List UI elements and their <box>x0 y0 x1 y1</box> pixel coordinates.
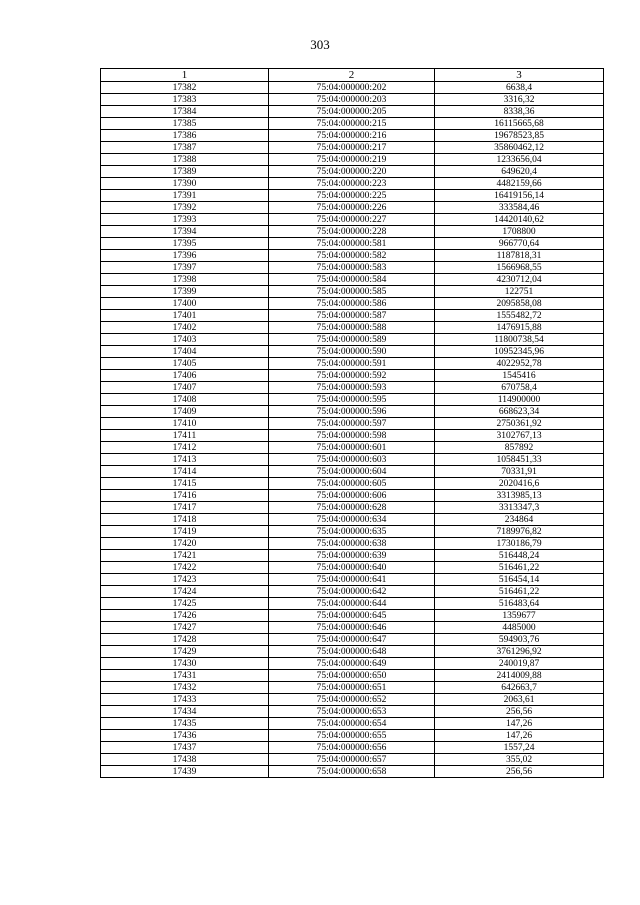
cadastral-number-cell: 75:04:000000:658 <box>269 766 435 778</box>
row-number-cell: 17398 <box>101 274 269 286</box>
table-row <box>101 322 604 334</box>
row-number-cell: 17384 <box>101 106 269 118</box>
row-number-cell: 17429 <box>101 646 269 658</box>
row-number-cell: 17413 <box>101 454 269 466</box>
row-number-cell: 17428 <box>101 634 269 646</box>
cadastral-number-cell: 75:04:000000:655 <box>269 730 435 742</box>
value-cell: 240019,87 <box>435 658 604 670</box>
cadastral-number-cell: 75:04:000000:644 <box>269 598 435 610</box>
row-number-cell: 17392 <box>101 202 269 214</box>
value-cell: 16419156,14 <box>435 190 604 202</box>
row-number-cell: 17410 <box>101 418 269 430</box>
cadastral-number-cell: 75:04:000000:588 <box>269 322 435 334</box>
row-number-cell: 17393 <box>101 214 269 226</box>
column-header-3: 3 <box>435 69 604 82</box>
cadastral-number-cell: 75:04:000000:585 <box>269 286 435 298</box>
value-cell: 516483,64 <box>435 598 604 610</box>
table-row <box>101 310 604 322</box>
table-row <box>101 502 604 514</box>
table-row <box>101 682 604 694</box>
row-number-cell: 17415 <box>101 478 269 490</box>
value-cell: 114900000 <box>435 394 604 406</box>
value-cell: 594903,76 <box>435 634 604 646</box>
table-body <box>101 82 604 778</box>
table-row <box>101 754 604 766</box>
cadastral-number-cell: 75:04:000000:219 <box>269 154 435 166</box>
cadastral-number-cell: 75:04:000000:205 <box>269 106 435 118</box>
row-number-cell: 17426 <box>101 610 269 622</box>
row-number-cell: 17435 <box>101 718 269 730</box>
row-number-cell: 17385 <box>101 118 269 130</box>
row-number-cell: 17397 <box>101 262 269 274</box>
row-number-cell: 17382 <box>101 82 269 94</box>
row-number-cell: 17402 <box>101 322 269 334</box>
table-row <box>101 382 604 394</box>
table-row <box>101 574 604 586</box>
value-cell: 1233656,04 <box>435 154 604 166</box>
value-cell: 256,56 <box>435 706 604 718</box>
table-row <box>101 154 604 166</box>
row-number-cell: 17408 <box>101 394 269 406</box>
cadastral-number-cell: 75:04:000000:645 <box>269 610 435 622</box>
value-cell: 4482159,66 <box>435 178 604 190</box>
row-number-cell: 17431 <box>101 670 269 682</box>
row-number-cell: 17430 <box>101 658 269 670</box>
row-number-cell: 17396 <box>101 250 269 262</box>
row-number-cell: 17416 <box>101 490 269 502</box>
cadastral-number-cell: 75:04:000000:203 <box>269 94 435 106</box>
value-cell: 3761296,92 <box>435 646 604 658</box>
value-cell: 10952345,96 <box>435 346 604 358</box>
table-row <box>101 202 604 214</box>
row-number-cell: 17388 <box>101 154 269 166</box>
table-row <box>101 130 604 142</box>
cadastral-number-cell: 75:04:000000:215 <box>269 118 435 130</box>
table-row <box>101 178 604 190</box>
row-number-cell: 17414 <box>101 466 269 478</box>
cadastral-number-cell: 75:04:000000:604 <box>269 466 435 478</box>
row-number-cell: 17411 <box>101 430 269 442</box>
cadastral-number-cell: 75:04:000000:628 <box>269 502 435 514</box>
value-cell: 2414009,88 <box>435 670 604 682</box>
cadastral-number-cell: 75:04:000000:646 <box>269 622 435 634</box>
table-row <box>101 598 604 610</box>
table-row <box>101 394 604 406</box>
value-cell: 355,02 <box>435 754 604 766</box>
cadastral-number-cell: 75:04:000000:589 <box>269 334 435 346</box>
cadastral-number-cell: 75:04:000000:634 <box>269 514 435 526</box>
row-number-cell: 17425 <box>101 598 269 610</box>
value-cell: 11800738,54 <box>435 334 604 346</box>
value-cell: 1476915,88 <box>435 322 604 334</box>
row-number-cell: 17432 <box>101 682 269 694</box>
value-cell: 70331,91 <box>435 466 604 478</box>
value-cell: 3313985,13 <box>435 490 604 502</box>
value-cell: 35860462,12 <box>435 142 604 154</box>
row-number-cell: 17412 <box>101 442 269 454</box>
cadastral-number-cell: 75:04:000000:639 <box>269 550 435 562</box>
table-row <box>101 346 604 358</box>
table-row <box>101 646 604 658</box>
cadastral-number-cell: 75:04:000000:597 <box>269 418 435 430</box>
row-number-cell: 17422 <box>101 562 269 574</box>
value-cell: 1555482,72 <box>435 310 604 322</box>
row-number-cell: 17418 <box>101 514 269 526</box>
value-cell: 3316,32 <box>435 94 604 106</box>
table-row <box>101 94 604 106</box>
table-row <box>101 610 604 622</box>
table-row <box>101 166 604 178</box>
value-cell: 668623,34 <box>435 406 604 418</box>
value-cell: 147,26 <box>435 730 604 742</box>
table-row <box>101 262 604 274</box>
header-row <box>101 69 604 82</box>
row-number-cell: 17390 <box>101 178 269 190</box>
value-cell: 2750361,92 <box>435 418 604 430</box>
cadastral-number-cell: 75:04:000000:606 <box>269 490 435 502</box>
cadastral-number-cell: 75:04:000000:650 <box>269 670 435 682</box>
table-row <box>101 142 604 154</box>
value-cell: 1566968,55 <box>435 262 604 274</box>
row-number-cell: 17438 <box>101 754 269 766</box>
cadastral-number-cell: 75:04:000000:220 <box>269 166 435 178</box>
table-row <box>101 358 604 370</box>
value-cell: 6638,4 <box>435 82 604 94</box>
row-number-cell: 17419 <box>101 526 269 538</box>
row-number-cell: 17394 <box>101 226 269 238</box>
value-cell: 1359677 <box>435 610 604 622</box>
value-cell: 4485000 <box>435 622 604 634</box>
table-row <box>101 622 604 634</box>
row-number-cell: 17434 <box>101 706 269 718</box>
cadastral-number-cell: 75:04:000000:226 <box>269 202 435 214</box>
table-row <box>101 190 604 202</box>
value-cell: 642663,7 <box>435 682 604 694</box>
row-number-cell: 17421 <box>101 550 269 562</box>
cadastral-number-cell: 75:04:000000:583 <box>269 262 435 274</box>
table-row <box>101 250 604 262</box>
cadastral-number-cell: 75:04:000000:640 <box>269 562 435 574</box>
table-row <box>101 82 604 94</box>
table-row <box>101 718 604 730</box>
cadastral-number-cell: 75:04:000000:595 <box>269 394 435 406</box>
cadastral-number-cell: 75:04:000000:648 <box>269 646 435 658</box>
value-cell: 1557,24 <box>435 742 604 754</box>
table-row <box>101 550 604 562</box>
table-row <box>101 214 604 226</box>
value-cell: 649620,4 <box>435 166 604 178</box>
table-row <box>101 430 604 442</box>
table-row <box>101 274 604 286</box>
cadastral-number-cell: 75:04:000000:225 <box>269 190 435 202</box>
row-number-cell: 17420 <box>101 538 269 550</box>
cadastral-number-cell: 75:04:000000:591 <box>269 358 435 370</box>
value-cell: 256,56 <box>435 766 604 778</box>
cadastral-number-cell: 75:04:000000:603 <box>269 454 435 466</box>
cadastral-number-cell: 75:04:000000:592 <box>269 370 435 382</box>
cadastral-number-cell: 75:04:000000:654 <box>269 718 435 730</box>
cadastral-number-cell: 75:04:000000:596 <box>269 406 435 418</box>
table-row <box>101 118 604 130</box>
row-number-cell: 17391 <box>101 190 269 202</box>
row-number-cell: 17433 <box>101 694 269 706</box>
cadastral-number-cell: 75:04:000000:651 <box>269 682 435 694</box>
cadastral-number-cell: 75:04:000000:587 <box>269 310 435 322</box>
page-number: 303 <box>310 37 330 52</box>
value-cell: 7189976,82 <box>435 526 604 538</box>
column-header-1: 1 <box>101 69 269 82</box>
cadastral-number-cell: 75:04:000000:586 <box>269 298 435 310</box>
table-row <box>101 670 604 682</box>
column-header-2: 2 <box>269 69 435 82</box>
cadastral-number-cell: 75:04:000000:598 <box>269 430 435 442</box>
cadastral-number-cell: 75:04:000000:217 <box>269 142 435 154</box>
row-number-cell: 17386 <box>101 130 269 142</box>
row-number-cell: 17389 <box>101 166 269 178</box>
value-cell: 122751 <box>435 286 604 298</box>
value-cell: 16115665,68 <box>435 118 604 130</box>
value-cell: 3102767,13 <box>435 430 604 442</box>
cadastral-number-cell: 75:04:000000:581 <box>269 238 435 250</box>
cadastral-number-cell: 75:04:000000:582 <box>269 250 435 262</box>
value-cell: 234864 <box>435 514 604 526</box>
cadastral-number-cell: 75:04:000000:652 <box>269 694 435 706</box>
table-row <box>101 586 604 598</box>
table-row <box>101 562 604 574</box>
cadastral-number-cell: 75:04:000000:656 <box>269 742 435 754</box>
row-number-cell: 17423 <box>101 574 269 586</box>
value-cell: 1545416 <box>435 370 604 382</box>
cadastral-number-cell: 75:04:000000:216 <box>269 130 435 142</box>
table-row <box>101 766 604 778</box>
table-row <box>101 106 604 118</box>
table-row <box>101 334 604 346</box>
value-cell: 516461,22 <box>435 586 604 598</box>
cadastral-number-cell: 75:04:000000:649 <box>269 658 435 670</box>
table-row <box>101 706 604 718</box>
table-row <box>101 490 604 502</box>
row-number-cell: 17437 <box>101 742 269 754</box>
row-number-cell: 17399 <box>101 286 269 298</box>
table-row <box>101 370 604 382</box>
cadastral-number-cell: 75:04:000000:657 <box>269 754 435 766</box>
value-cell: 1058451,33 <box>435 454 604 466</box>
table-row <box>101 730 604 742</box>
value-cell: 1187818,31 <box>435 250 604 262</box>
table-row <box>101 526 604 538</box>
row-number-cell: 17439 <box>101 766 269 778</box>
table-row <box>101 694 604 706</box>
row-number-cell: 17424 <box>101 586 269 598</box>
row-number-cell: 17400 <box>101 298 269 310</box>
table-row <box>101 742 604 754</box>
cadastral-number-cell: 75:04:000000:223 <box>269 178 435 190</box>
table-row <box>101 538 604 550</box>
value-cell: 516448,24 <box>435 550 604 562</box>
cadastral-number-cell: 75:04:000000:605 <box>269 478 435 490</box>
table-row <box>101 418 604 430</box>
value-cell: 2095858,08 <box>435 298 604 310</box>
value-cell: 8338,36 <box>435 106 604 118</box>
value-cell: 516461,22 <box>435 562 604 574</box>
row-number-cell: 17406 <box>101 370 269 382</box>
value-cell: 516454,14 <box>435 574 604 586</box>
table-row <box>101 286 604 298</box>
row-number-cell: 17387 <box>101 142 269 154</box>
row-number-cell: 17395 <box>101 238 269 250</box>
table-row <box>101 466 604 478</box>
row-number-cell: 17401 <box>101 310 269 322</box>
cadastral-number-cell: 75:04:000000:647 <box>269 634 435 646</box>
cadastral-number-cell: 75:04:000000:227 <box>269 214 435 226</box>
value-cell: 333584,46 <box>435 202 604 214</box>
cadastral-number-cell: 75:04:000000:202 <box>269 82 435 94</box>
row-number-cell: 17427 <box>101 622 269 634</box>
table-row <box>101 298 604 310</box>
cadastral-number-cell: 75:04:000000:228 <box>269 226 435 238</box>
table-row <box>101 634 604 646</box>
table-header <box>101 69 604 82</box>
table-row <box>101 454 604 466</box>
value-cell: 1708800 <box>435 226 604 238</box>
cadastral-number-cell: 75:04:000000:638 <box>269 538 435 550</box>
table-row <box>101 478 604 490</box>
row-number-cell: 17409 <box>101 406 269 418</box>
row-number-cell: 17403 <box>101 334 269 346</box>
row-number-cell: 17436 <box>101 730 269 742</box>
value-cell: 3313347,3 <box>435 502 604 514</box>
registry-table <box>100 68 604 778</box>
value-cell: 4230712,04 <box>435 274 604 286</box>
table-row <box>101 658 604 670</box>
value-cell: 670758,4 <box>435 382 604 394</box>
value-cell: 14420140,62 <box>435 214 604 226</box>
value-cell: 2020416,6 <box>435 478 604 490</box>
cadastral-number-cell: 75:04:000000:584 <box>269 274 435 286</box>
table-row <box>101 514 604 526</box>
table-row <box>101 226 604 238</box>
table-row <box>101 406 604 418</box>
row-number-cell: 17405 <box>101 358 269 370</box>
cadastral-number-cell: 75:04:000000:635 <box>269 526 435 538</box>
value-cell: 857892 <box>435 442 604 454</box>
row-number-cell: 17417 <box>101 502 269 514</box>
cadastral-number-cell: 75:04:000000:593 <box>269 382 435 394</box>
value-cell: 1730186,79 <box>435 538 604 550</box>
value-cell: 147,26 <box>435 718 604 730</box>
cadastral-number-cell: 75:04:000000:642 <box>269 586 435 598</box>
row-number-cell: 17383 <box>101 94 269 106</box>
cadastral-number-cell: 75:04:000000:601 <box>269 442 435 454</box>
cadastral-number-cell: 75:04:000000:641 <box>269 574 435 586</box>
value-cell: 966770,64 <box>435 238 604 250</box>
value-cell: 4022952,78 <box>435 358 604 370</box>
cadastral-number-cell: 75:04:000000:590 <box>269 346 435 358</box>
table-row <box>101 238 604 250</box>
value-cell: 2063,61 <box>435 694 604 706</box>
value-cell: 19678523,85 <box>435 130 604 142</box>
table-row <box>101 442 604 454</box>
row-number-cell: 17407 <box>101 382 269 394</box>
row-number-cell: 17404 <box>101 346 269 358</box>
cadastral-number-cell: 75:04:000000:653 <box>269 706 435 718</box>
